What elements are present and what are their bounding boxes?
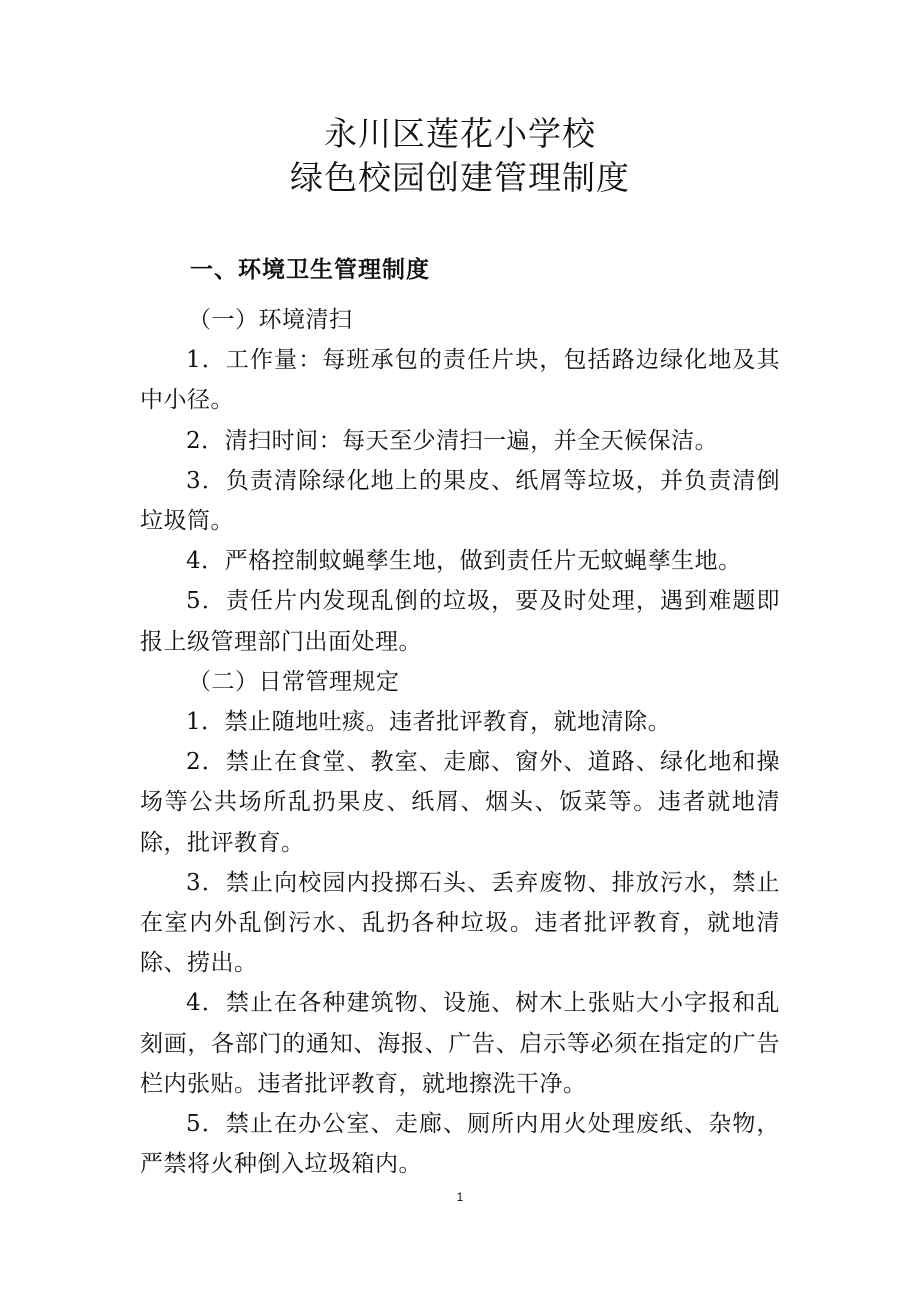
list-item: 1．禁止随地吐痰。违者批评教育，就地清除。 (186, 709, 672, 736)
subsection-heading-1: （一）环境清扫 (188, 307, 353, 333)
list-item: 2．清扫时间：每天至少清扫一遍，并全天候保洁。 (186, 427, 719, 454)
title-line-2: 绿色校园创建管理制度 (290, 158, 630, 197)
document-title (0, 112, 920, 200)
list-item: 5．禁止在办公室、走廊、厕所内用火处理废纸、杂物，严禁将火种倒入垃圾箱内。 (140, 1111, 780, 1178)
title-line-1: 永川区莲花小学校 (324, 114, 596, 153)
list-item: 4．禁止在各种建筑物、设施、树木上张贴大小字报和乱刻画，各部门的通知、海报、广告、启示等必须在指定的广告栏内张贴。违者批评教育，就地擦洗干净。 (140, 990, 780, 1097)
list-item: 1．工作量：每班承包的责任片块，包括路边绿化地及其中小径。 (140, 347, 780, 414)
document-body (140, 300, 780, 1184)
list-item: 2．禁止在食堂、教室、走廊、窗外、道路、绿化地和操场等公共场所乱扔果皮、纸屑、烟头、饭菜等。违者就地清除，批评教育。 (140, 749, 780, 856)
subsection-heading-2: （二）日常管理规定 (188, 668, 400, 695)
list-item: 3．负责清除绿化地上的果皮、纸屑等垃圾，并负责清倒垃圾筒。 (140, 467, 780, 535)
page-number: 1 (456, 1190, 464, 1204)
section-heading-1: 一、环境卫生管理制度 (190, 257, 430, 283)
list-item: 3．禁止向校园内投掷石头、丢弃废物、排放污水，禁止在室内外乱倒污水、乱扔各种垃圾。违者批评教育，就地清除、捞出。 (140, 869, 780, 977)
list-item: 5．责任片内发现乱倒的垃圾，要及时处理，遇到难题即报上级管理部门出面处理。 (140, 588, 780, 655)
list-item: 4．严格控制蚊蝇孳生地，做到责任片无蚊蝇孳生地。 (186, 548, 742, 575)
